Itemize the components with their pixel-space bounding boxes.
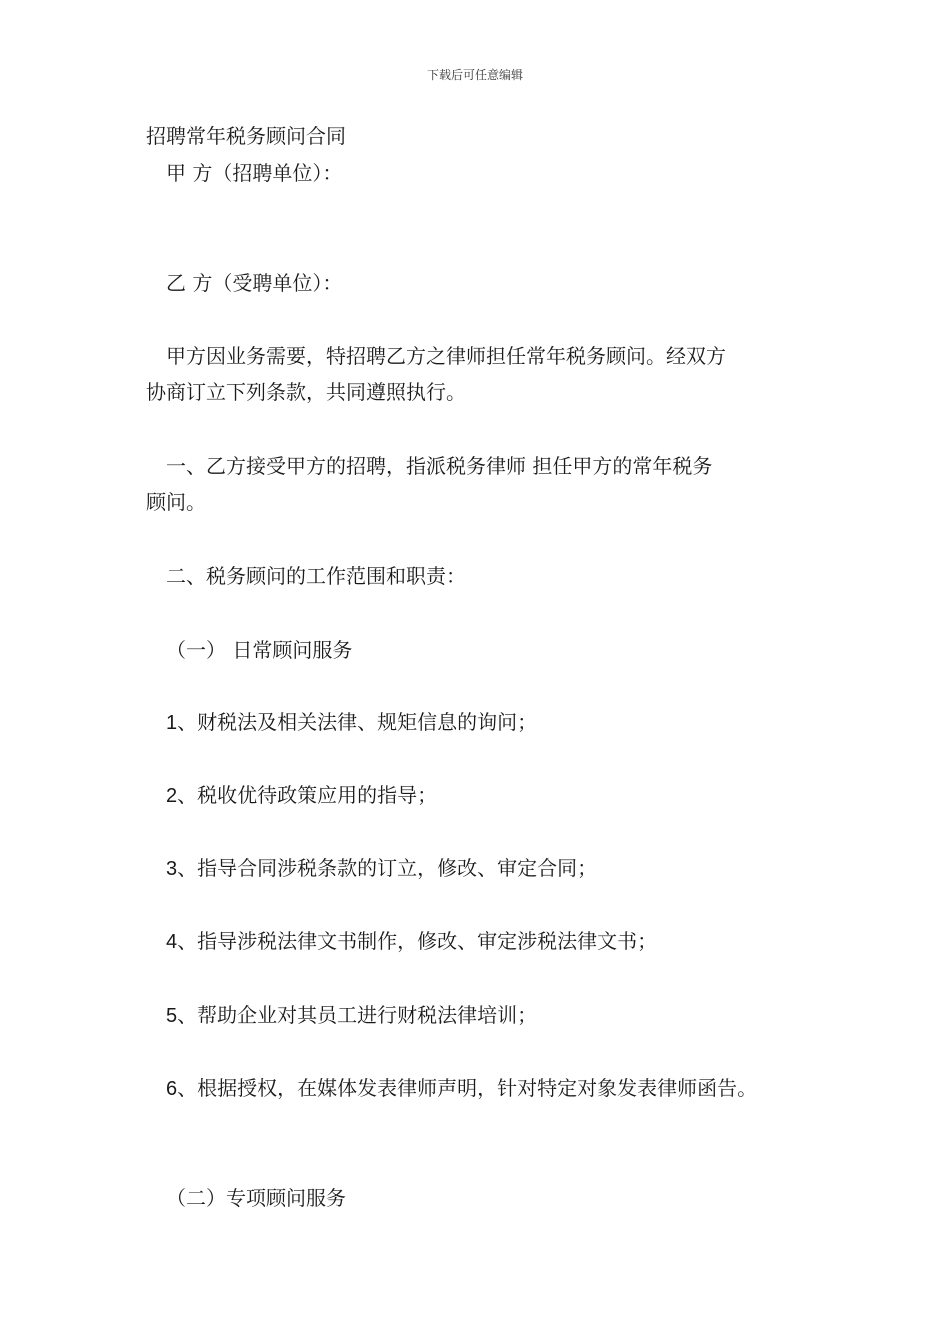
list-item-number: 2 bbox=[166, 785, 178, 807]
list-item-number: 4 bbox=[166, 931, 178, 953]
section1-heading: （一） 日常顾问服务 bbox=[166, 638, 353, 662]
list-item bbox=[166, 1000, 537, 1031]
list-item-number: 6 bbox=[166, 1078, 178, 1100]
list-item-number: 1 bbox=[166, 712, 178, 734]
list-item bbox=[166, 780, 437, 811]
party-b-line: 乙 方（受聘单位）： bbox=[166, 271, 343, 295]
clause1-line1: 一、乙方接受甲方的招聘，指派税务律师 担任甲方的常年税务 bbox=[166, 454, 713, 478]
clause1-line2: 顾问。 bbox=[146, 490, 206, 514]
list-item-text: 、税收优待政策应用的指导； bbox=[177, 783, 438, 807]
list-item bbox=[166, 853, 597, 884]
list-item-text: 、指导合同涉税条款的订立，修改、审定合同； bbox=[177, 856, 598, 880]
list-item-text: 、帮助企业对其员工进行财税法律培训； bbox=[177, 1003, 538, 1027]
list-item-text: 、根据授权，在媒体发表律师声明，针对特定对象发表律师函告。 bbox=[177, 1076, 758, 1100]
intro-paragraph-line2: 协商订立下列条款，共同遵照执行。 bbox=[146, 380, 466, 404]
list-item-number: 5 bbox=[166, 1005, 178, 1027]
list-item-text: 、指导涉税法律文书制作，修改、审定涉税法律文书； bbox=[177, 929, 658, 953]
list-item-number: 3 bbox=[166, 858, 178, 880]
party-a-line: 甲 方（招聘单位）： bbox=[166, 161, 343, 185]
list-item bbox=[166, 926, 657, 957]
clause2-heading: 二、税务顾问的工作范围和职责： bbox=[166, 564, 466, 588]
list-item-text: 、财税法及相关法律、规矩信息的询问； bbox=[177, 710, 538, 734]
intro-paragraph-line1: 甲方因业务需要，特招聘乙方之律师担任常年税务顾问。经双方 bbox=[166, 344, 726, 368]
header-note: 下载后可任意编辑 bbox=[426, 68, 523, 82]
section2-heading: （二）专项顾问服务 bbox=[166, 1186, 346, 1210]
document-title: 招聘常年税务顾问合同 bbox=[146, 124, 346, 148]
list-item bbox=[166, 1073, 757, 1104]
list-item bbox=[166, 707, 537, 738]
